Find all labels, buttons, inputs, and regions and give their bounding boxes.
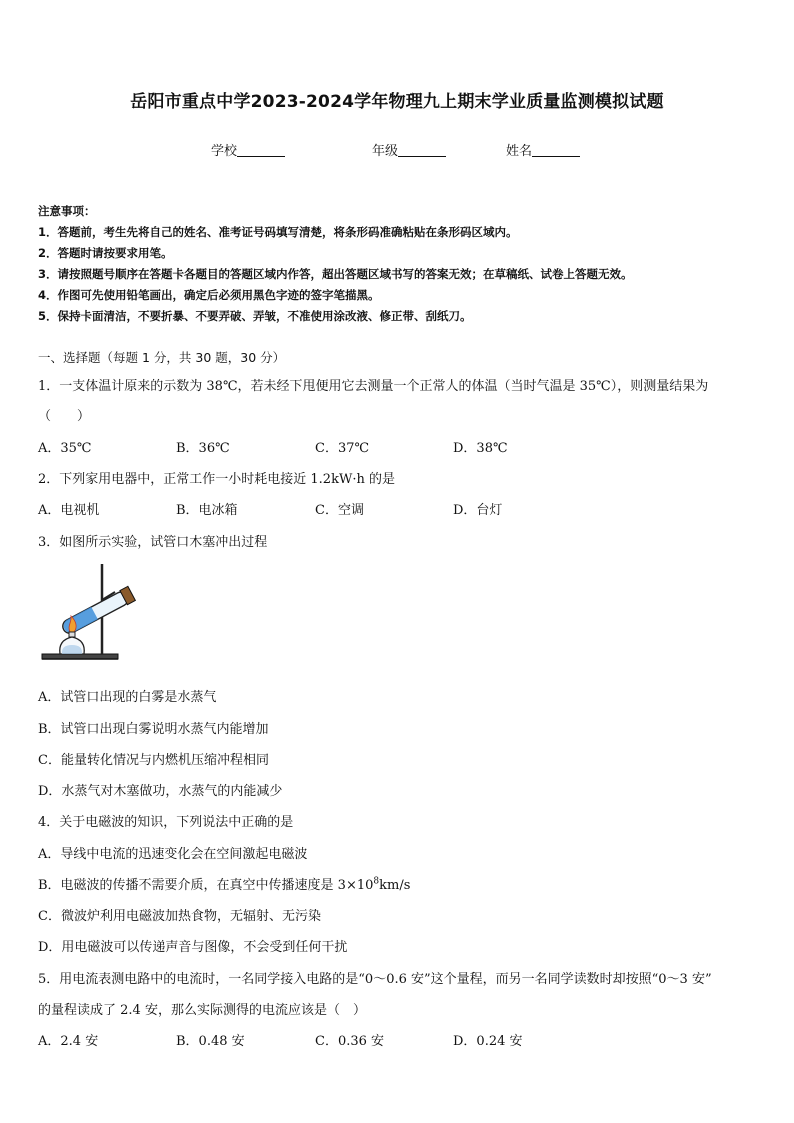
q5-stem-line2: 的量程读成了 2.4 安，那么实际测得的电流应该是（ ） xyxy=(38,1003,366,1018)
q5-option-d: D．0.24 安 xyxy=(453,1034,523,1049)
q3-stem: 3．如图所示实验，试管口木塞冲出过程 xyxy=(38,535,268,550)
school-field xyxy=(211,140,285,159)
q3-option-d: D．水蒸气对木塞做功，水蒸气的内能减少 xyxy=(38,784,283,799)
q1-option-d: D．38℃ xyxy=(453,441,508,456)
notice-item: 5．保持卡面清洁，不要折暴、不要弄破、弄皱，不准使用涂改液、修正带、刮纸刀。 xyxy=(38,309,472,323)
q5-stem-line1: 5．用电流表测电路中的电流时，一名同学接入电路的是“0～0.6 安”这个量程，而另一名同学读数时却按照“0～3 安” xyxy=(38,972,712,987)
q5-option-a: A．2.4 安 xyxy=(38,1034,99,1049)
q4-option-b-exponent: 8 xyxy=(373,876,380,887)
notice-item: 3．请按照题号顺序在答题卡各题目的答题区域内作答，超出答题区域书写的答案无效；在草稿纸、试卷上答题无效。 xyxy=(38,267,633,281)
q4-option-b-unit: km/s xyxy=(379,878,411,893)
q4-option-b xyxy=(38,874,410,893)
grade-field xyxy=(372,140,446,159)
q4-option-b-text: B．电磁波的传播不需要介质，在真空中传播速度是 3×10 xyxy=(38,878,374,893)
q2-option-c: C．空调 xyxy=(315,503,364,518)
section-heading: 一、选择题（每题 1 分，共 30 题，30 分） xyxy=(38,350,286,365)
name-label: 姓名 xyxy=(506,144,533,159)
name-field xyxy=(506,140,580,159)
q2-option-d: D．台灯 xyxy=(453,503,503,518)
q4-option-c: C．微波炉利用电磁波加热食物，无辐射、无污染 xyxy=(38,909,321,924)
name-blank xyxy=(532,142,580,157)
test-tube-burner-icon xyxy=(40,560,140,666)
q1-option-b: B．36℃ xyxy=(176,441,230,456)
q3-option-c: C．能量转化情况与内燃机压缩冲程相同 xyxy=(38,753,269,768)
q4-stem: 4．关于电磁波的知识，下列说法中正确的是 xyxy=(38,815,294,830)
school-label: 学校 xyxy=(211,144,238,159)
q3-option-b: B．试管口出现白雾说明水蒸气内能增加 xyxy=(38,722,269,737)
q1-paren: （ ） xyxy=(38,409,91,424)
q1-option-a: A．35℃ xyxy=(38,441,92,456)
q5-option-c: C．0.36 安 xyxy=(315,1034,385,1049)
grade-label: 年级 xyxy=(372,144,399,159)
q3-option-a: A．试管口出现的白雾是水蒸气 xyxy=(38,690,217,705)
school-blank xyxy=(237,142,285,157)
q1-stem: 1．一支体温计原来的示数为 38℃，若未经下甩便用它去测量一个正常人的体温（当时气温是 35℃），则测量结果为 xyxy=(38,379,709,394)
q5-option-b: B．0.48 安 xyxy=(176,1034,245,1049)
q2-stem: 2．下列家用电器中，正常工作一小时耗电接近 1.2kW·h 的是 xyxy=(38,472,395,487)
page-title: 岳阳市重点中学2023-2024学年物理九上期末学业质量监测模拟试题 xyxy=(130,92,664,112)
grade-blank xyxy=(398,142,446,157)
q4-option-a: A．导线中电流的迅速变化会在空间激起电磁波 xyxy=(38,847,308,862)
q2-option-a: A．电视机 xyxy=(38,503,100,518)
notice-item: 2．答题时请按要求用笔。 xyxy=(38,246,173,260)
notice-item: 4．作图可先使用铅笔画出，确定后必须用黑色字迹的签字笔描黑。 xyxy=(38,288,380,302)
notice-heading: 注意事项： xyxy=(38,204,96,218)
notice-item: 1．答题前，考生先将自己的姓名、准考证号码填写清楚，将条形码准确粘贴在条形码区域内。 xyxy=(38,225,518,239)
q2-option-b: B．电冰箱 xyxy=(176,503,238,518)
q4-option-d: D．用电磁波可以传递声音与图像，不会受到任何干扰 xyxy=(38,940,348,955)
q1-option-c: C．37℃ xyxy=(315,441,370,456)
